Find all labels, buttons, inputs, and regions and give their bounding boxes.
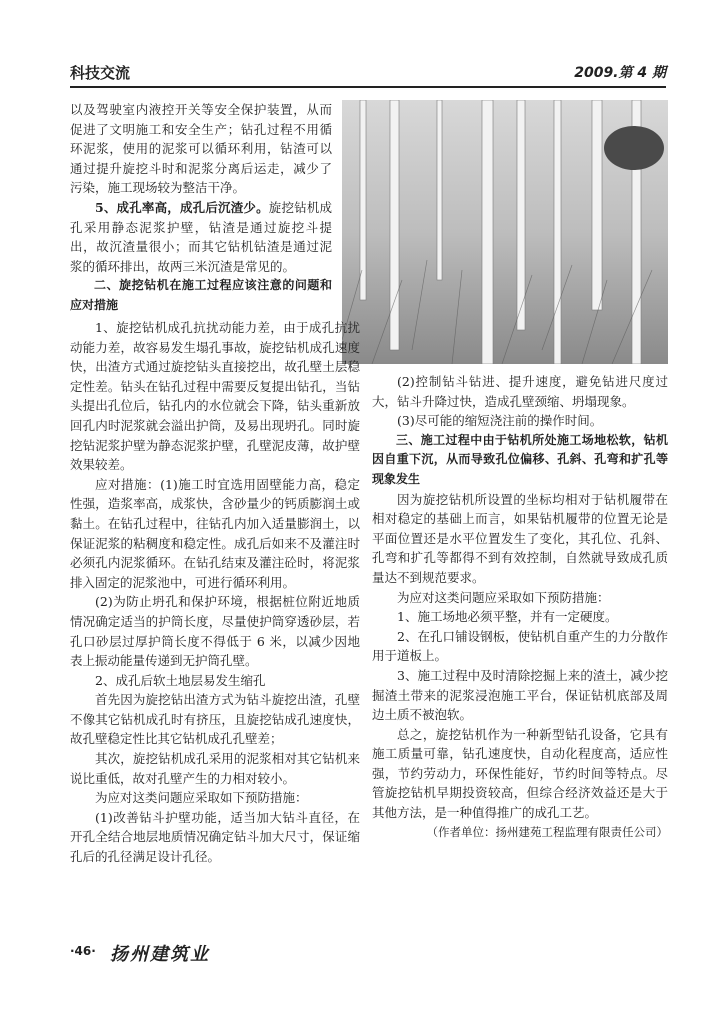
section-2-heading: 二、旋挖钻机在施工过程应该注意的问题和应对措施	[70, 278, 332, 312]
issue-number: 2009.第 4 期	[574, 65, 666, 81]
paragraph: (2)为防止坍孔和保护环境，根据桩位附近地质情况确定适当的护筒长度，尽量使护筒穿透砂层，若孔口砂层过厚护筒长度不得低于 6 米，以减少因地表上振动能量传递到无护筒孔壁。	[70, 594, 360, 669]
masthead-logo: 扬州建筑业	[110, 944, 210, 965]
paragraph: 2、在孔口铺设钢板，使钻机自重产生的力分散作用于道板上。	[372, 628, 668, 664]
paragraph: (1)改善钻斗护壁功能，适当加大钻斗直径，在开孔全结合地层地质情况确定钻斗加大尺寸，保证缩孔后的孔径满足设计孔径。	[70, 809, 360, 865]
paragraph: 以及驾驶室内液控开关等安全保护装置，从而促进了文明施工和安全生产；钻孔过程不用循环泥浆，使用的泥浆可以循环利用，钻渣可以通过提升旋挖斗时和泥浆分离后运走，减少了污染，施工现场较为整洁干净。	[70, 102, 332, 196]
section-3-heading: 三、施工过程中由于钻机所处施工场地松软，钻机因自重下沉，从而导致孔位偏移、孔斜、孔弯和扩孔等现象发生	[372, 432, 668, 486]
journal-section: 科技交流	[70, 64, 131, 82]
paragraph: 总之，旋挖钻机作为一种新型钻孔设备，它具有施工质量可靠，钻孔速度快，自动化程度高，适应性强，节约劳动力，环保性能好，节约时间等特点。尽管旋挖钻机早期投资较高，但综合经济效益还是大于其他方法，是一种值得推广的成孔工艺。	[372, 726, 668, 821]
paragraph: 1、施工场地必须平整，并有一定硬度。	[397, 609, 618, 625]
paragraph: (3)尽可能的缩短浇注前的操作时间。	[397, 413, 603, 429]
page-number: ·46·	[70, 944, 96, 958]
left-column-top	[70, 100, 332, 316]
paragraph: 首先因为旋挖钻出渣方式为钻斗旋挖出渣，孔壁不像其它钻机成孔时有挤压，且旋挖钻成孔速度快，故孔壁稳定性比其它钻机成孔孔壁差；	[70, 692, 360, 747]
paragraph: (2)控制钻斗钻进、提升速度，避免钻进尺度过大，钻斗升降过快，造成孔壁颈缩、坍塌现象。	[372, 374, 668, 409]
paragraph: 为应对这类问题应采取如下预防措施：	[397, 589, 610, 605]
point-5-body: 旋挖钻机成孔采用静态泥浆护壁，钻渣是通过旋挖斗提出，故沉渣量很小；而其它钻机钻渣是通过泥浆的循环排出，故两三米沉渣是常见的。	[70, 199, 332, 274]
page-footer	[70, 940, 370, 968]
paragraph: 应对措施：(1)施工时宜选用固壁能力高，稳定性强，造浆率高，成浆快，含砂量少的钙质膨润土或黏土。在钻孔过程中，往钻孔内加入适量膨润土，以保证泥浆的粘稠度和稳定性。成孔后如来不及灌注时必须孔内泥浆循环。在钻孔结束及灌注砼时，将泥浆排入固定的泥浆池中，可进行循环利用。	[70, 476, 360, 590]
point-5	[70, 198, 332, 276]
header-rule	[70, 86, 666, 88]
paragraph: 为应对这类问题应采取如下预防措施：	[95, 790, 308, 806]
paragraph: 3、施工过程中及时清除挖掘上来的渣土，减少挖掘渣土带来的泥浆浸泡施工平台，保证钻机底部及周边土质不被泡软。	[372, 667, 668, 723]
right-column	[372, 372, 668, 842]
paragraph: 2、成孔后软土地层易发生缩孔	[95, 672, 266, 688]
point-5-title: 5、成孔率高，成孔后沉渣少。	[95, 199, 269, 215]
author-affiliation: （作者单位：扬州建苑工程监理有限责任公司）	[426, 824, 668, 839]
paragraph: 因为旋挖钻机所设置的坐标均相对于钻机履带在相对稳定的基础上而言，如果钻机履带的位置无论是平面位置还是水平位置发生了变化，其孔位、孔斜、孔弯和扩孔等都得不到有效控制，自然就导致成孔质量达不到规范要求。	[372, 491, 668, 585]
left-column-body	[70, 318, 360, 867]
paragraph: 1、旋挖钻机成孔抗扰动能力差，由于成孔抗扰动能力差，故容易发生塌孔事故，旋挖钻机成孔速度快，出渣方式通过旋挖钻头直接挖出，故孔壁土层稳定性差。钻头在钻孔过程中需要反复提出钻孔，当钻头提出孔位后，钻孔内的水位就会下降，钻头重新放回孔内时泥浆就会溢出护筒，及易出现坍孔。同时旋挖钻泥浆护壁为静态泥浆护壁，孔壁泥皮薄，故护壁效果较差。	[70, 320, 360, 473]
forest-photo	[342, 100, 668, 364]
page-header	[70, 62, 666, 88]
paragraph: 其次，旋挖钻机成孔采用的泥浆相对其它钻机来说比重低，故对孔壁产生的力相对较小。	[70, 751, 360, 786]
